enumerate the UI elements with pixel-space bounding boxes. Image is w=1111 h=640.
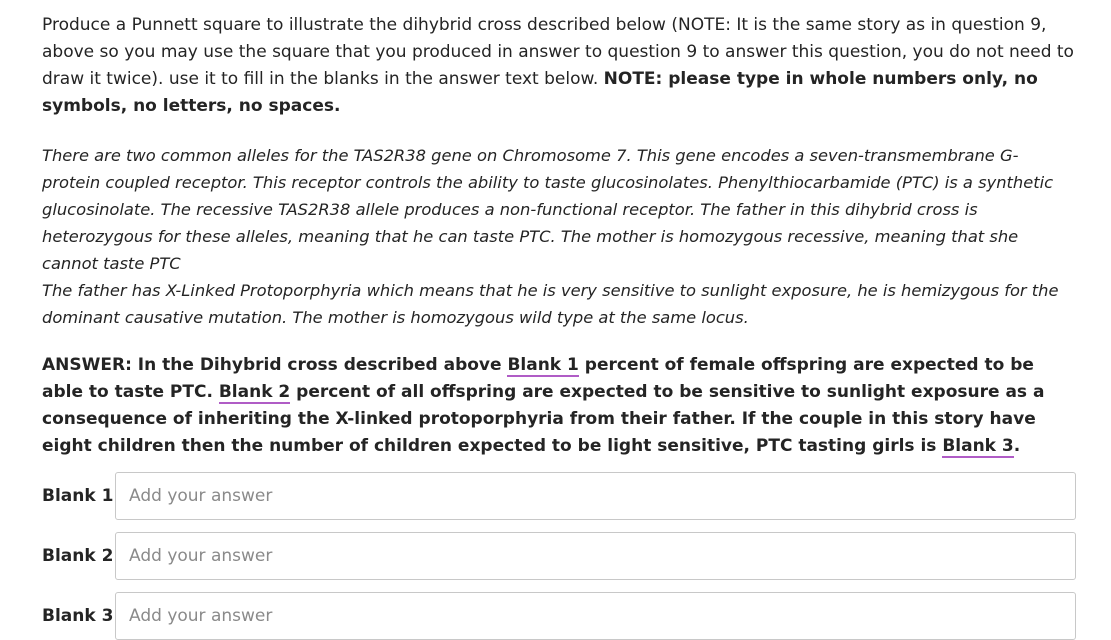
- blank-row-2: [42, 532, 1076, 580]
- blank-3-reference[interactable]: Blank 3: [942, 436, 1014, 456]
- blank-3-label: Blank 3: [42, 606, 114, 626]
- blank-row-3: [42, 592, 1076, 640]
- blank-inputs: [42, 472, 1076, 640]
- answer-part-3: percent of all offspring are expected to be sensitive to sunlight exposure as a consequence of inheriting the X-linked protoporphyria from their father. If the couple in this story have eight children then the number of children expected to be light sensitive, PTC tasting girls is: [42, 382, 1045, 456]
- blank-row-1: [42, 472, 1076, 520]
- blank-2-label: Blank 2: [42, 546, 114, 566]
- instructions: [42, 12, 1076, 120]
- blank-1-reference[interactable]: Blank 1: [507, 355, 579, 375]
- blank-1-input[interactable]: [115, 472, 1076, 520]
- blank-3-input[interactable]: [115, 592, 1076, 640]
- instructions-text: Produce a Punnett square to illustrate the dihybrid cross described below (NOTE: It is the same story as in question 9, above so you may use the square that you produced in answer to question 9 to answer this question, you do not need to draw it twice). use it to fill in the blanks in the answer text below.: [42, 15, 1074, 89]
- answer-part-1: ANSWER: In the Dihybrid cross described above: [42, 355, 508, 375]
- answer-part-4: .: [1013, 436, 1021, 456]
- story-line-1: There are two common alleles for the TAS2R38 gene on Chromosome 7. This gene encodes a seven-transmembrane G-protein coupled receptor. This receptor controls the ability to taste glucosinolates. Phenylthiocarbamide (PTC) is a synthetic glucosinolate. The recessive TAS2R38 allele produces a non-functional receptor. The father in this dihybrid cross is heterozygous for these alleles, meaning that he can taste PTC. The mother is homozygous recessive, meaning that she cannot taste PTC: [42, 146, 1054, 273]
- answer-text: [42, 352, 1076, 460]
- story-line-2: The father has X-Linked Protoporphyria which means that he is very sensitive to sunlight exposure, he is hemizygous for the dominant causative mutation. The mother is homozygous wild type at the same locus.: [42, 281, 1059, 327]
- story-text: [42, 142, 1076, 331]
- blank-1-label: Blank 1: [42, 486, 114, 506]
- blank-2-input[interactable]: [115, 532, 1076, 580]
- blank-2-reference[interactable]: Blank 2: [218, 382, 291, 402]
- instructions-note: NOTE: please type in whole numbers only, no symbols, no letters, no spaces.: [42, 69, 1038, 116]
- answer-part-2: percent of female offspring are expected to be able to taste PTC.: [42, 355, 1034, 402]
